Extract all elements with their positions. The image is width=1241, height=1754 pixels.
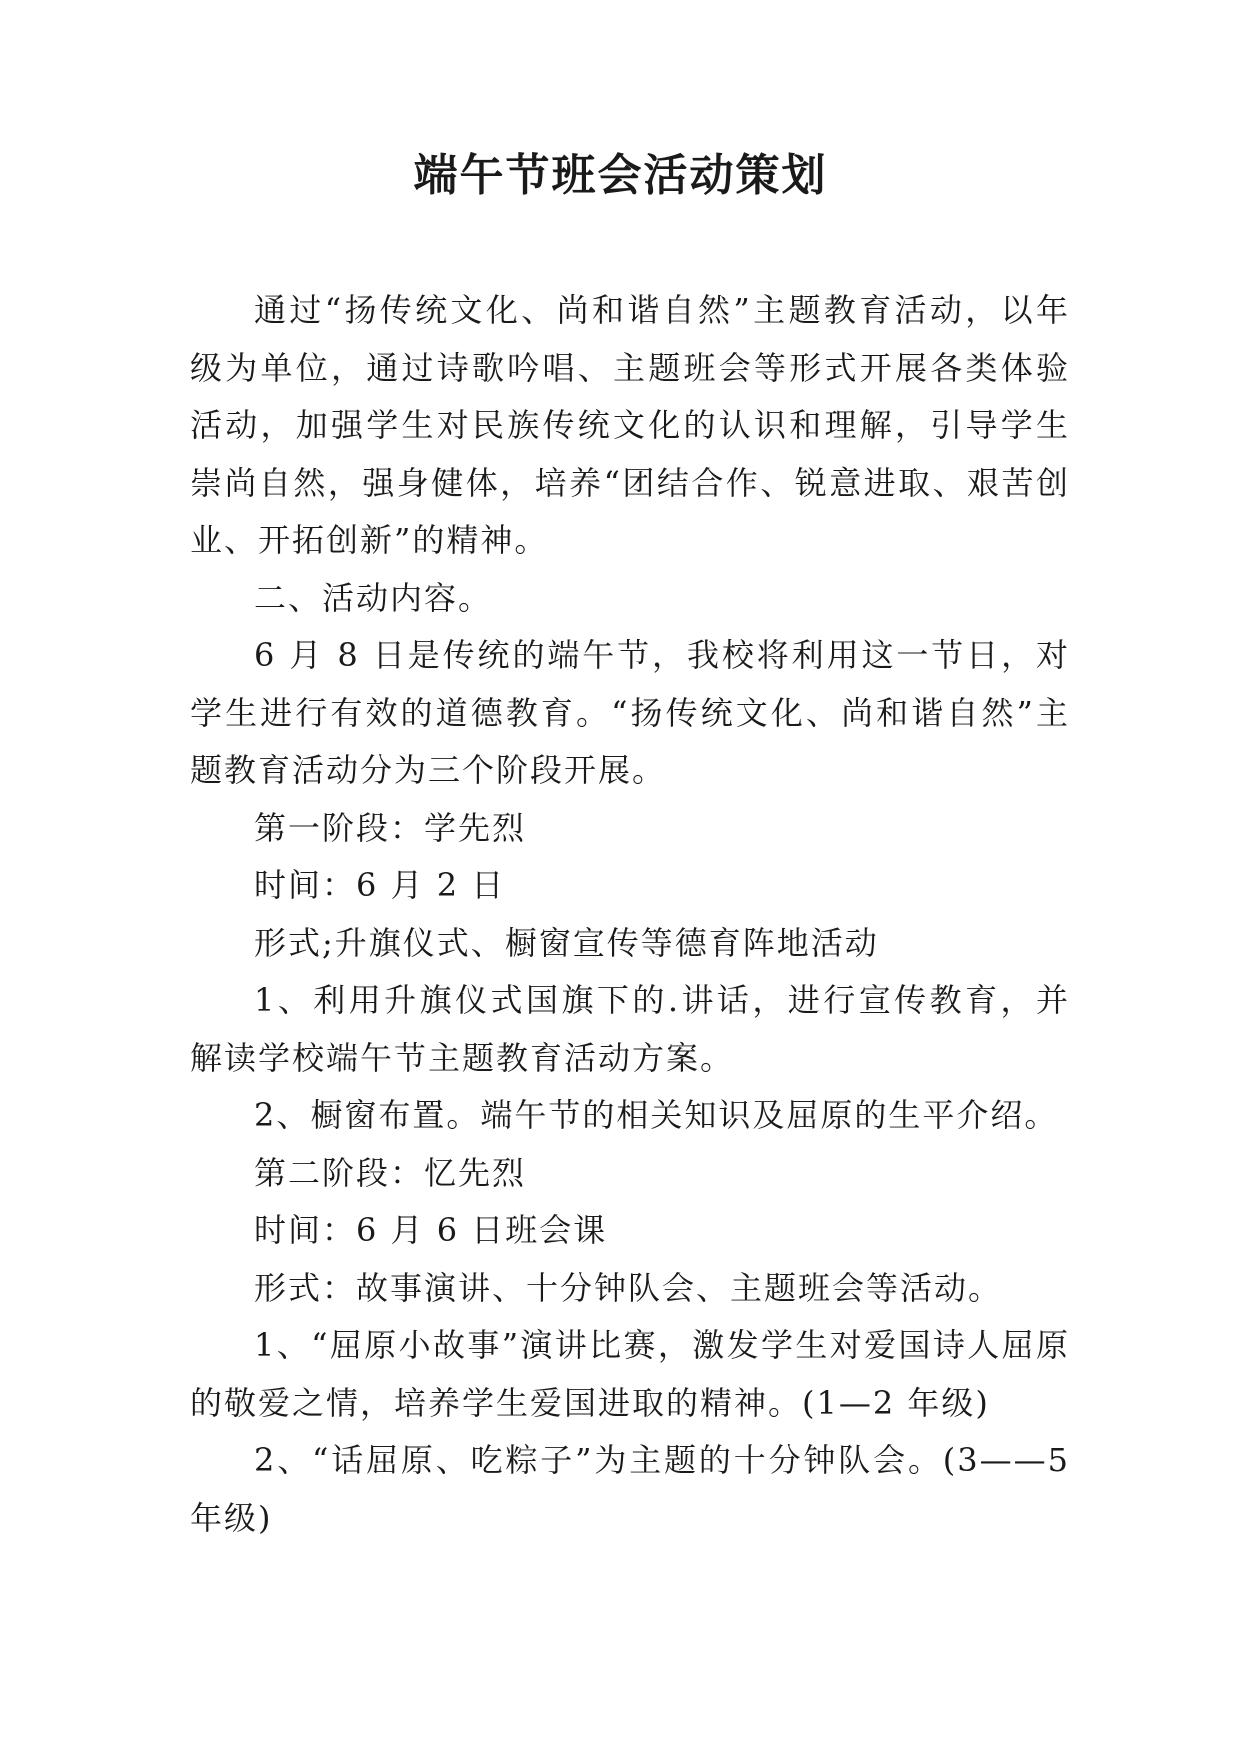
paragraph-stage-two-item-2: 2、“话屈原、吃粽子”为主题的十分钟队会。(3——5 年级) bbox=[190, 1441, 1070, 1537]
paragraph-stage-one-item-1: 1、利用升旗仪式国旗下的.讲话，进行宣传教育，并解读学校端午节主题教育活动方案。 bbox=[190, 981, 1070, 1077]
paragraph-stage-two-heading: 第二阶段：忆先烈 bbox=[254, 1153, 527, 1192]
paragraph-stage-one-time: 时间：6 月 2 日 bbox=[254, 866, 506, 904]
paragraph-stage-one-item-2: 2、橱窗布置。端午节的相关知识及屈原的生平介绍。 bbox=[254, 1096, 1059, 1134]
paragraph-stage-two-time: 时间：6 月 6 日班会课 bbox=[254, 1211, 608, 1249]
paragraph-intro: 通过“扬传统文化、尚和谐自然”主题教育活动，以年级为单位，通过诗歌吟唱、主题班会等形式开展各类体验活动，加强学生对民族传统文化的认识和理解，引导学生崇尚自然，强身健体，培养“团结合作、锐意进取、艰苦创业、开拓创新”的精神。 bbox=[190, 291, 1070, 559]
document-title: 端午节班会活动策划 bbox=[413, 150, 828, 201]
paragraph-stage-one-heading: 第一阶段：学先烈 bbox=[254, 808, 527, 847]
paragraph-stage-one-form: 形式;升旗仪式、橱窗宣传等德育阵地活动 bbox=[254, 923, 879, 962]
paragraph-stage-two-form: 形式：故事演讲、十分钟队会、主题班会等活动。 bbox=[254, 1268, 1003, 1307]
paragraph-activity-overview: 6 月 8 日是传统的端午节，我校将利用这一节日，对学生进行有效的道德教育。“扬传统文化、尚和谐自然”主题教育活动分为三个阶段开展。 bbox=[190, 636, 1070, 789]
paragraph-section-heading: 二、活动内容。 bbox=[254, 578, 493, 617]
paragraph-stage-two-item-1: 1、“屈原小故事”演讲比赛，激发学生对爱国诗人屈原的敬爱之情，培养学生爱国进取的精神。(1—2 年级) bbox=[190, 1326, 1070, 1422]
document-body bbox=[190, 282, 1070, 1547]
